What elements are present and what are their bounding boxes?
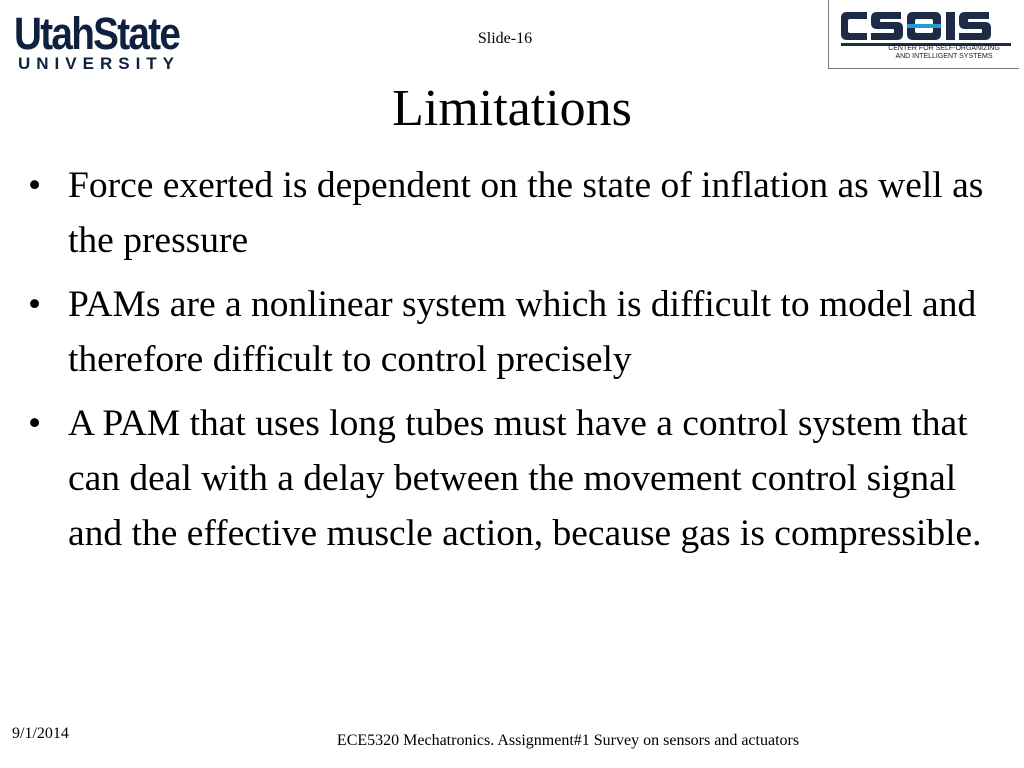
csois-logo xyxy=(828,0,1019,69)
csois-logo-subtitle xyxy=(869,45,1019,61)
bullet-item xyxy=(28,396,1003,561)
footer-date: 9/1/2014 xyxy=(12,725,69,742)
bullet-item xyxy=(28,158,1003,268)
bullet-text: Force exerted is dependent on the state of inflation as well as the pressure xyxy=(68,165,984,261)
bullet-marker: • xyxy=(28,403,42,444)
slide-title: Limitations xyxy=(392,80,632,137)
csois-subtitle-line1: CENTER FOR SELF-ORGANIZING xyxy=(888,45,1000,52)
csois-logo-mark xyxy=(837,6,1013,46)
footer-course-title: ECE5320 Mechatronics. Assignment#1 Survey on sensors and actuators xyxy=(336,732,800,749)
slide-number: Slide-16 xyxy=(477,30,533,47)
usu-logo-subtitle: UNIVERSITY xyxy=(18,54,181,73)
bullet-item xyxy=(28,277,1003,387)
bullet-marker: • xyxy=(28,284,42,325)
bullet-text: PAMs are a nonlinear system which is difficult to model and therefore difficult to control precisely xyxy=(68,284,977,380)
bullet-list xyxy=(28,158,1003,570)
usu-logo xyxy=(14,8,200,73)
csois-subtitle-line2: AND INTELLIGENT SYSTEMS xyxy=(895,53,993,60)
bullet-text: A PAM that uses long tubes must have a control system that can deal with a delay between the movement control signal and the effective muscle action, because gas is compressible. xyxy=(68,403,982,554)
usu-logo-wordmark: UtahState xyxy=(14,8,180,59)
bullet-marker: • xyxy=(28,165,42,206)
